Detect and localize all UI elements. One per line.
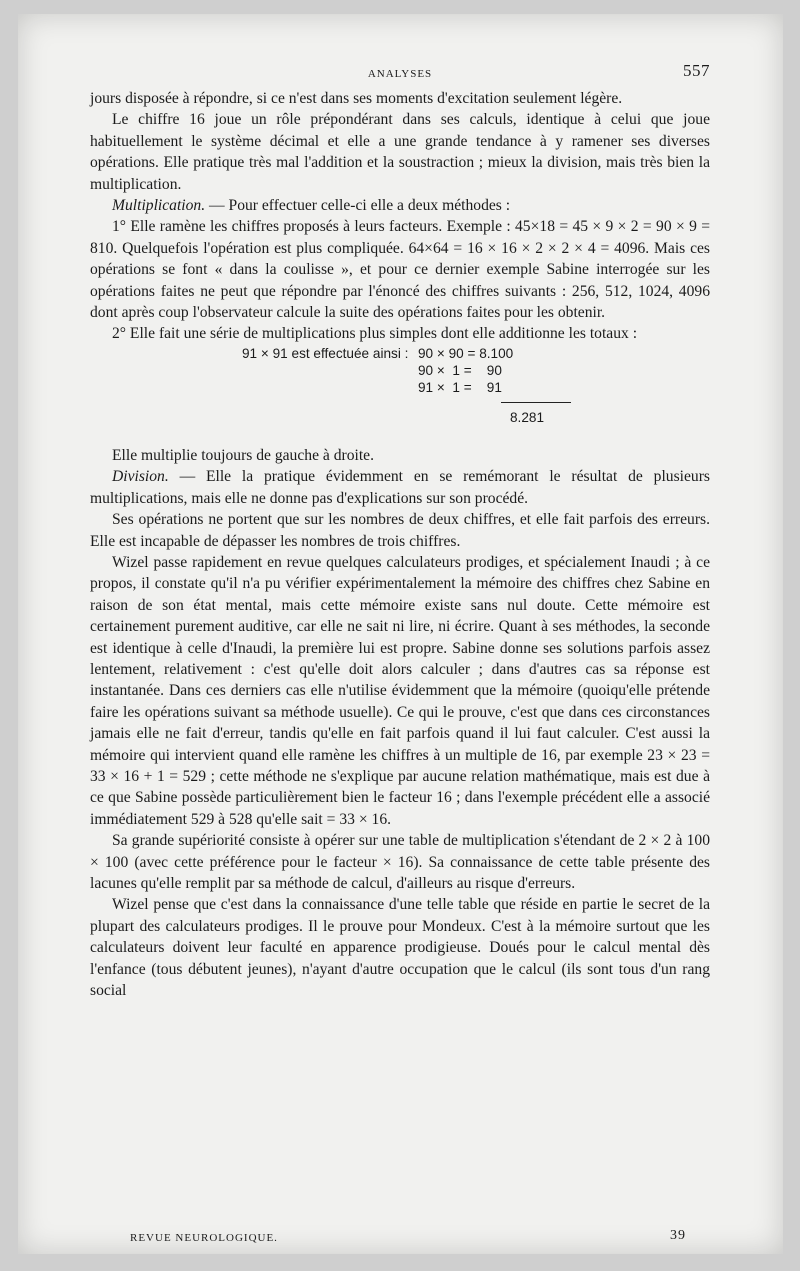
calculation-row: 90 × 90 = 8.100 <box>418 345 514 361</box>
paragraph: Multiplication. — Pour effectuer celle-ci elle a deux méthodes : <box>112 197 511 215</box>
calculation-example <box>90 345 710 445</box>
paragraph: Sa grande supériorité consiste à opérer sur une table de multiplication s'étendant de 2 × 2 à 100 × 100 (avec cette préférence pour le facteur × 16). Sa connaissance de cette table présente des lacunes qu'elle remplit par sa méthode de calcul, d'ailleurs au risque d'erreurs. <box>90 832 710 892</box>
section-heading-multiplication: Multiplication. <box>112 197 206 215</box>
page-content <box>90 58 710 1244</box>
paragraph: Wizel pense que c'est dans la connaissance d'une telle table que réside en partie le secret de la plupart des calculateurs prodiges. Il le prouve pour Mondeux. C'est à la mémoire surtout que les calculateurs doivent leur faculté en apparence prodigieuse. Doués pour le calcul mental dès l'enfance (tous débutent jeunes), n'ayant d'autre occupation que le calcul (ils sont tous d'un rang social <box>90 896 710 1000</box>
text-block-before <box>90 88 710 345</box>
journal-name: REVUE NEUROLOGIQUE. <box>130 1232 278 1244</box>
paragraph: 1° Elle ramène les chiffres proposés à leurs facteurs. Exemple : 45×18 = 45 × 9 × 2 = 90 × 9 = 810. Quelquefois l'opération est plus compliquée. 64×64 = 16 × 16 × 2 × 2 × 4 = 4096. Mais ces opérations se font « dans la coulisse », et pour ce dernier exemple Sabine interrogée sur les opérations faites ne peut que répondre par l'énoncé des chiffres suivants : 256, 512, 1024, 4096 dont après coup l'observateur calcule la suite des opérations faites pour les obtenir. <box>90 218 710 322</box>
page-number: 557 <box>683 61 710 80</box>
paragraph: Ses opérations ne portent que sur les nombres de deux chiffres, et elle fait parfois des erreurs. Elle est incapable de dépasser les nombres de trois chiffres. <box>90 511 710 550</box>
calculation-row: 90 × 1 = 90 <box>418 362 502 378</box>
paragraph: Division. — Elle la pratique évidemment en se remémorant le résultat de plusieurs multiplications, mais elle ne donne pas d'explications sur son procédé. <box>90 468 710 507</box>
paragraph: Le chiffre 16 joue un rôle prépondérant dans ses calculs, identique à celui que joue habituellement le système décimal et elle a une grande tendance à y ramener ses diverses opérations. Elle pratique très mal l'addition et la soustraction ; mieux la division, mais très bien la multiplication. <box>90 111 710 193</box>
paragraph: Elle multiplie toujours de gauche à droite. <box>112 446 374 464</box>
text-block-after <box>90 445 710 1002</box>
calculation-row: 91 × 1 = 91 <box>418 379 502 395</box>
running-header <box>90 58 710 88</box>
paragraph: Wizel passe rapidement en revue quelques calculateurs prodiges, et spécialement Inaudi ; à ce propos, il constate qu'il n'a pu vérifier expérimentalement la mémoire des chiffres chez Sabine en raison de son état mental, mais cette mémoire existe sans nul doute. Cette mémoire est certainement purement auditive, car elle ne sait ni lire, ni écrire. Quant à ses méthodes, la seconde est identique à celle d'Inaudi, la première lui est propre. Sabine donne ses solutions parfois assez lentement, relativement : c'est qu'elle doit alors calculer ; dans d'autres cas sa réponse est instantanée. Dans ces derniers cas elle n'utilise évidemment que la mémoire (quoiqu'elle prétende faire les opérations suivant sa méthode usuelle). Ce qui le prouve, c'est que dans ces circonstances jamais elle ne fait d'erreur, tandis qu'elle en fait parfois quand il lui faut calculer. C'est aussi la mémoire qui intervient quand elle ramène les chiffres à un multiple de 16, par exemple 23 × 23 = 33 × 16 + 1 = 529 ; cette méthode ne s'explique par aucune relation mathématique, mais est due à ce que Sabine possède particulièrement bien le facteur 16 ; dans l'exemple précédent elle a associé immédiatement 529 à 528 qu'elle sait = 33 × 16. <box>90 553 710 828</box>
running-title: ANALYSES <box>367 68 433 80</box>
calculation-total: 8.281 <box>510 409 545 425</box>
sum-rule <box>501 402 571 403</box>
paragraph: 2° Elle fait une série de multiplications plus simples dont elle additionne les totaux : <box>112 325 638 343</box>
page-footer <box>130 1228 730 1248</box>
calculation-label: 91 × 91 est effectuée ainsi : <box>242 345 409 361</box>
signature-mark: 39 <box>670 1228 686 1243</box>
section-heading-division: Division. <box>112 468 169 486</box>
paragraph: jours disposée à répondre, si ce n'est dans ses moments d'excitation seulement légère. <box>90 90 623 107</box>
